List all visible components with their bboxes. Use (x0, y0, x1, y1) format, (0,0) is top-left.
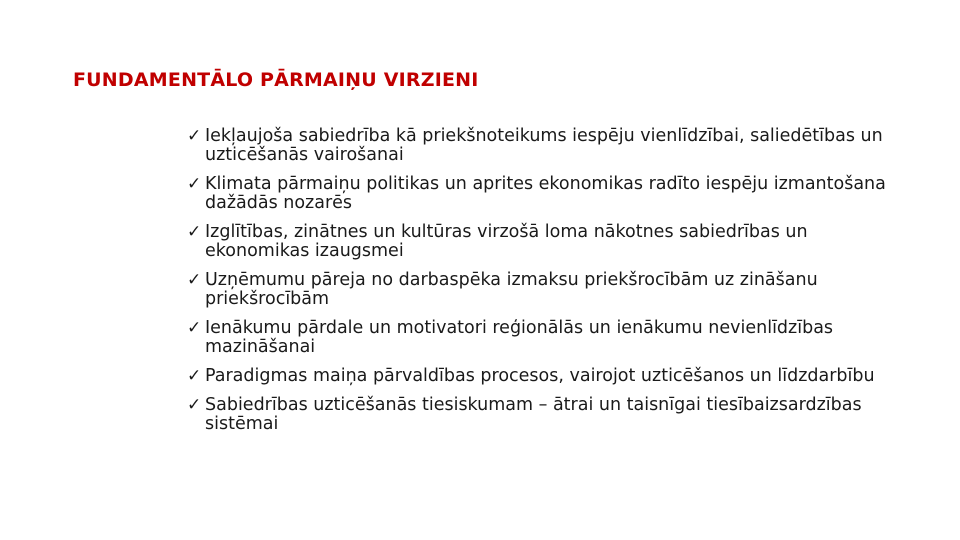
bullet-item (187, 396, 917, 434)
bullet-text: Sabiedrības uzticēšanās tiesiskumam – ātrai un taisnīgai tiesībaizsardzības sistēmai (205, 395, 862, 434)
check-mark-icon: ✓ (187, 366, 202, 386)
bullet-list (187, 127, 917, 444)
check-mark-icon: ✓ (187, 318, 202, 338)
check-mark-icon: ✓ (187, 174, 202, 194)
check-mark-icon: ✓ (187, 126, 202, 146)
bullet-item (187, 127, 917, 165)
check-mark-icon: ✓ (187, 270, 202, 290)
bullet-item (187, 175, 917, 213)
bullet-item (187, 367, 917, 386)
bullet-text: Uzņēmumu pāreja no darbaspēka izmaksu priekšrocībām uz zināšanu priekšrocībām (205, 270, 818, 309)
bullet-item (187, 223, 917, 261)
bullet-item (187, 319, 917, 357)
bullet-text: Izglītības, zinātnes un kultūras virzošā loma nākotnes sabiedrības un ekonomikas izaugsmei (205, 222, 808, 261)
slide-title: FUNDAMENTĀLO PĀRMAIŅU VIRZIENI (73, 69, 479, 91)
bullet-item (187, 271, 917, 309)
bullet-text: Ienākumu pārdale un motivatori reģionālās un ienākumu nevienlīdzības mazināšanai (205, 318, 834, 357)
check-mark-icon: ✓ (187, 395, 202, 415)
check-mark-icon: ✓ (187, 222, 202, 242)
bullet-text: Klimata pārmaiņu politikas un aprites ekonomikas radīto iespēju izmantošana dažādās nozarēs (205, 174, 886, 213)
bullet-text: Iekļaujoša sabiedrība kā priekšnoteikums iespēju vienlīdzībai, saliedētības un uzticēšanās vairošanai (205, 126, 883, 165)
bullet-text: Paradigmas maiņa pārvaldības procesos, vairojot uzticēšanos un līdzdarbību (205, 366, 875, 386)
